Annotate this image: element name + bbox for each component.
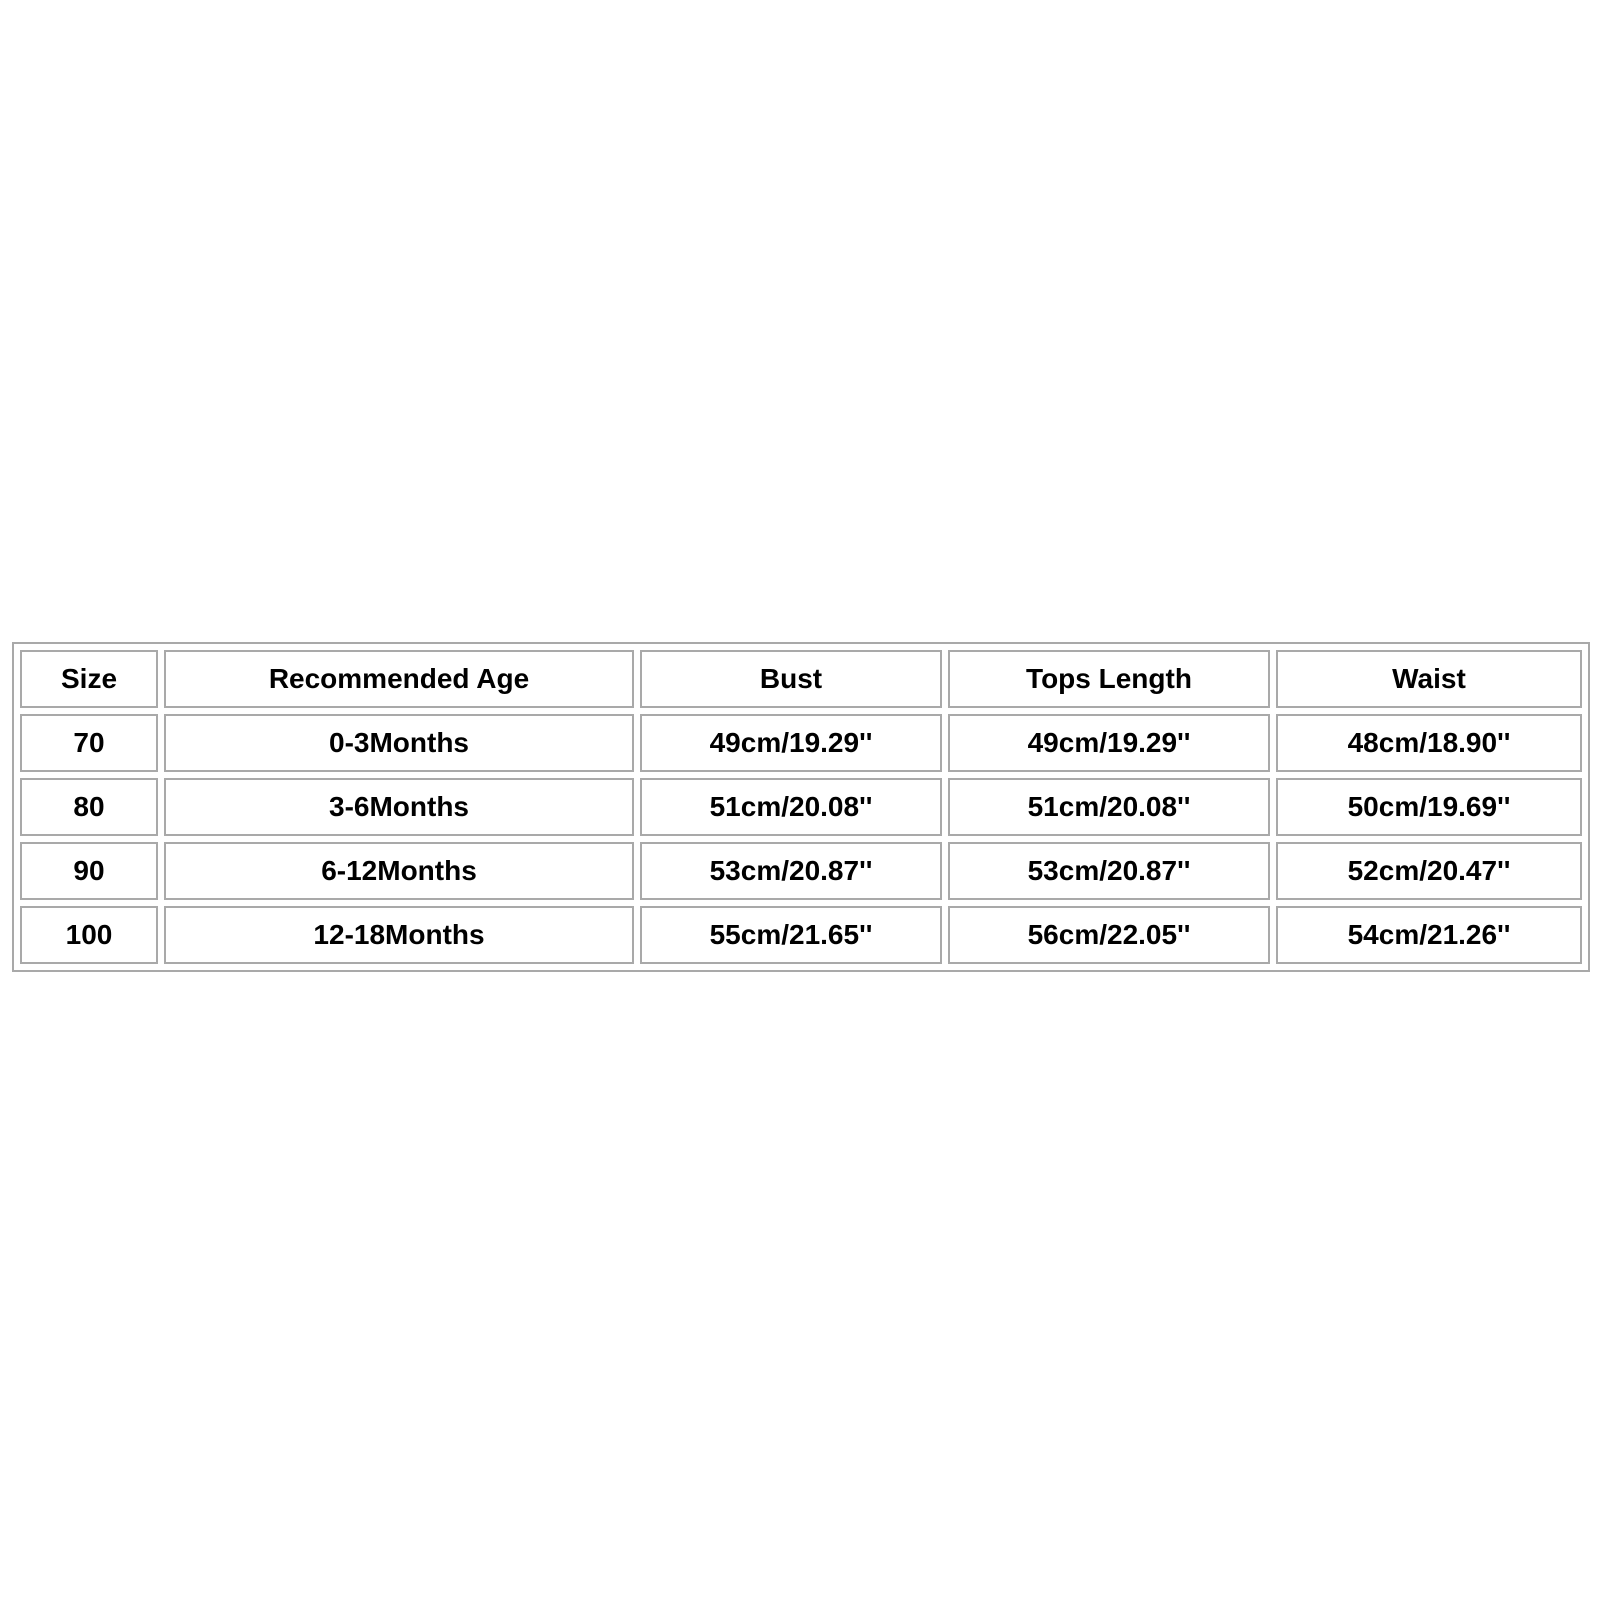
table-row bbox=[20, 906, 1582, 964]
cell-size: 70 bbox=[20, 714, 158, 772]
header-row bbox=[20, 650, 1582, 708]
cell-waist: 48cm/18.90'' bbox=[1276, 714, 1582, 772]
cell-recommended-age: 0-3Months bbox=[164, 714, 634, 772]
cell-waist: 52cm/20.47'' bbox=[1276, 842, 1582, 900]
cell-recommended-age: 6-12Months bbox=[164, 842, 634, 900]
cell-tops-length: 56cm/22.05'' bbox=[948, 906, 1270, 964]
header-waist: Waist bbox=[1276, 650, 1582, 708]
header-bust: Bust bbox=[640, 650, 942, 708]
table-row bbox=[20, 714, 1582, 772]
size-chart-table bbox=[12, 642, 1590, 972]
cell-tops-length: 51cm/20.08'' bbox=[948, 778, 1270, 836]
cell-bust: 53cm/20.87'' bbox=[640, 842, 942, 900]
cell-size: 90 bbox=[20, 842, 158, 900]
cell-bust: 49cm/19.29'' bbox=[640, 714, 942, 772]
cell-tops-length: 49cm/19.29'' bbox=[948, 714, 1270, 772]
cell-tops-length: 53cm/20.87'' bbox=[948, 842, 1270, 900]
cell-bust: 55cm/21.65'' bbox=[640, 906, 942, 964]
cell-size: 100 bbox=[20, 906, 158, 964]
header-tops-length: Tops Length bbox=[948, 650, 1270, 708]
cell-waist: 50cm/19.69'' bbox=[1276, 778, 1582, 836]
cell-waist: 54cm/21.26'' bbox=[1276, 906, 1582, 964]
cell-recommended-age: 3-6Months bbox=[164, 778, 634, 836]
cell-size: 80 bbox=[20, 778, 158, 836]
table-row bbox=[20, 778, 1582, 836]
table-row bbox=[20, 842, 1582, 900]
header-size: Size bbox=[20, 650, 158, 708]
header-recommended-age: Recommended Age bbox=[164, 650, 634, 708]
cell-recommended-age: 12-18Months bbox=[164, 906, 634, 964]
cell-bust: 51cm/20.08'' bbox=[640, 778, 942, 836]
